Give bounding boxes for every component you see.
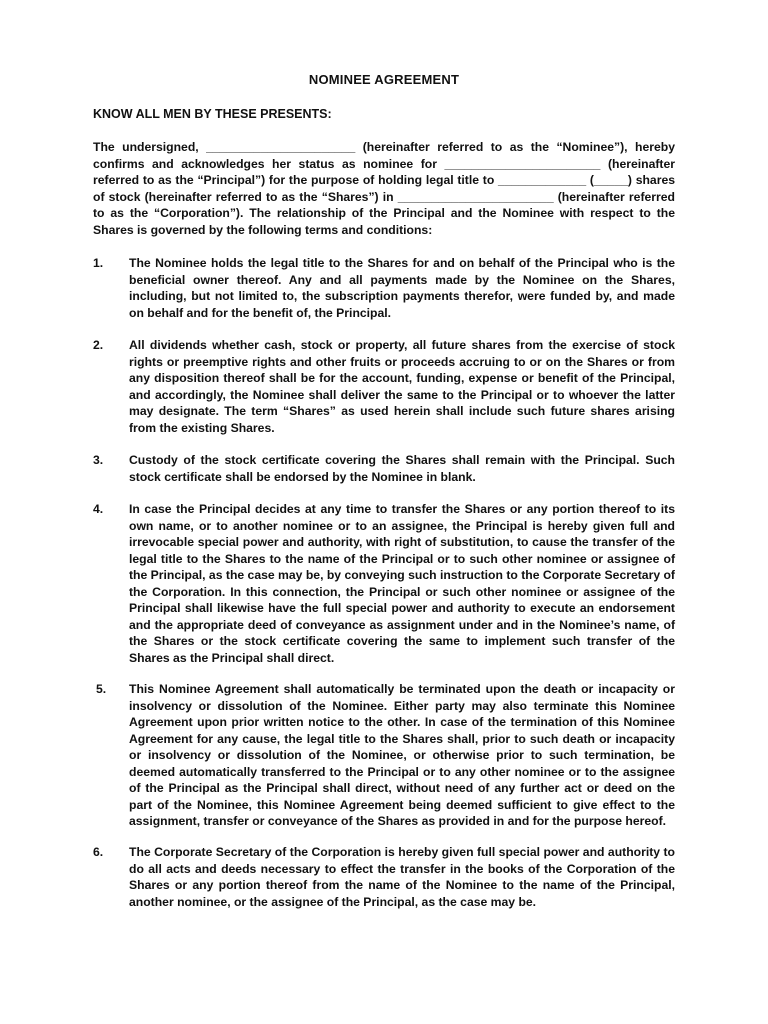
- item-number-6: 6.: [93, 845, 104, 859]
- item-number-3: 3.: [93, 453, 104, 467]
- document-title: NOMINEE AGREEMENT: [308, 72, 460, 87]
- item-text-6: The Corporate Secretary of the Corporation is hereby given full special power and authority to do all acts and deeds necessary to effect the transfer in the books of the Corporation of the Shares or any portion thereof from the name of the Nominee to the name of the Principal, another nominee, or the assignee of the Principal, as the case may be.: [129, 845, 675, 909]
- item-text-5: This Nominee Agreement shall automatically be terminated upon the death or incapacity or insolvency or dissolution of the Nominee. Either party may also terminate this Nominee Agreement upon prior written notice to the other. In case of the termination of this Nominee Agreement for any cause, the legal title to the Shares shall, prior to such death or incapacity or insolvency or dissolution of the Nominee, or otherwise prior to such termination, be deemed automatically transferred to the Principal or to any other nominee or to the assignee of the Principal as the Principal shall direct, without need of any further act or deed on the part of the Nominee, this Nominee Agreement being deemed sufficient to give effect to the assignment, transfer or conveyance of the Shares as provided in and for the purpose hereof.: [129, 682, 675, 828]
- item-number-4: 4.: [93, 502, 104, 516]
- item-number-2: 2.: [93, 338, 104, 352]
- item-text-1: The Nominee holds the legal title to the Shares for and on behalf of the Principal who is the beneficial owner thereof. Any and all payments made by the Nominee on the Shares, including, but not limited to, the subscription payments therefor, were funded by, and made on behalf and for the benefit of, the Principal.: [129, 256, 675, 320]
- item-number-5: 5.: [96, 682, 107, 696]
- item-number-1: 1.: [93, 256, 104, 270]
- item-text-4: In case the Principal decides at any time to transfer the Shares or any portion thereof to its own name, or to another nominee or to an assignee, the Principal is hereby given full and irrevocable special power and authority, with right of substitution, to cause the transfer of the legal title to the Shares to the name of the Principal or to such other nominee or assignee of the Principal, as the case may be, by conveying such instruction to the Corporate Secretary of the Corporation. In this connection, the Principal or such other nominee or assignee of the Principal shall likewise have the full special power and authority to execute an endorsement and the appropriate deed of conveyance as assignment under and in the Nominee’s name, of the Shares or the stock certificate covering the same to implement such transfer of the Shares as the Principal shall direct.: [129, 502, 675, 665]
- intro-paragraph: The undersigned, ______________________ (hereinafter referred to as the “Nominee”), hereby confirms and acknowledges her status as nominee for _______________________ (hereinafter referred to as the “Principal”) for the purpose of holding legal title to _____________ (_____) shares of stock (hereinafter referred to as the “Shares”) in _______________________ (hereinafter referred to as the “Corporation”). The relationship of the Principal and the Nominee with respect to the Shares is governed by the following terms and conditions:: [93, 140, 675, 237]
- item-text-3: Custody of the stock certificate covering the Shares shall remain with the Principal. Such stock certificate shall be endorsed by the Nominee in blank.: [129, 453, 675, 484]
- item-text-2: All dividends whether cash, stock or property, all future shares from the exercise of stock rights or preemptive rights and other fruits or proceeds accruing to or on the Shares or from any disposition thereof shall be for the account, funding, expense or benefit of the Principal, and accordingly, the Nominee shall deliver the same to the Principal or to whoever the latter may designate. The term “Shares” as used herein shall include such future shares arising from the existing Shares.: [129, 338, 675, 435]
- preamble-heading: KNOW ALL MEN BY THESE PRESENTS:: [93, 107, 332, 121]
